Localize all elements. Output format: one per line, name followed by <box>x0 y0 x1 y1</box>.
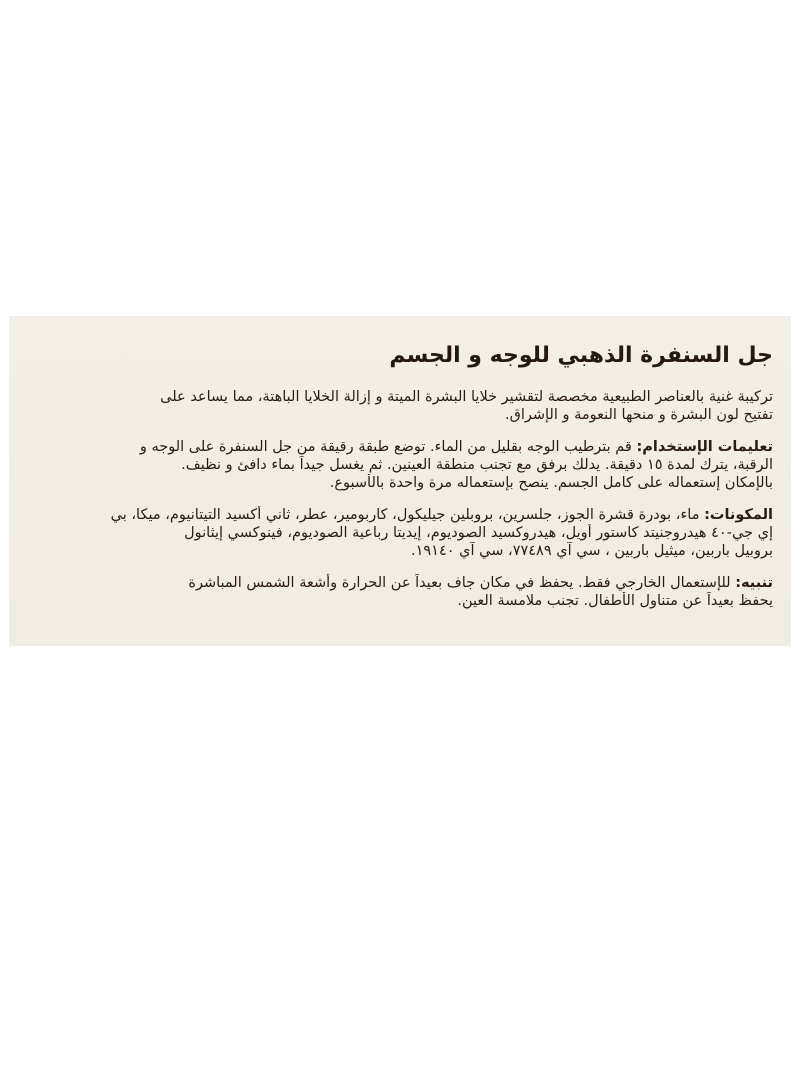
ingredients-line <box>27 506 773 524</box>
ingredients-line: بروبيل باربين، ميثيل باربين ، سي آي ٧٧٤٨٩، سي آي ١٩١٤٠. <box>411 543 773 559</box>
product-label <box>9 316 791 646</box>
ingredients-heading: المكونات: <box>704 507 773 523</box>
usage-text: قم بترطيب الوجه بقليل من الماء. توضع طبقة رقيقة من جل السنفرة على الوجه و <box>139 439 637 455</box>
usage-heading: تعليمات الإستخدام: <box>636 439 773 455</box>
warning-line: يحفظ بعيداً عن متناول الأطفال. تجنب ملامسة العين. <box>457 593 773 609</box>
warning-text: للإستعمال الخارجي فقط. يحفظ في مكان جاف بعيداً عن الحرارة وأشعة الشمس المباشرة <box>188 575 736 591</box>
warning-line <box>27 574 773 592</box>
product-title: جل السنفرة الذهبي للوجه و الجسم <box>389 343 773 368</box>
description-line: تفتيح لون البشرة و منحها النعومة و الإشراق. <box>504 407 773 423</box>
warning-heading: تنبيه: <box>735 575 773 591</box>
usage-line <box>27 438 773 456</box>
usage-line: الرقبة، يترك لمدة ١٥ دقيقة. يدلك برفق مع تجنب منطقة العينين. ثم يغسل جيداً بماء دافئ و نظيف. <box>181 457 773 473</box>
description-line: تركيبة غنية بالعناصر الطبيعية مخصصة لتقشير خلايا البشرة الميتة و إزالة الخلايا الباهتة، مما يساعد على <box>160 389 773 405</box>
description-block <box>27 388 773 424</box>
usage-block <box>27 438 773 492</box>
ingredients-text: ماء، بودرة قشرة الجوز، جلسرين، بروبلين جيليكول، كاربومير، عطر، ثاني أكسيد التيتانيوم، ميكا، بي <box>110 507 705 523</box>
ingredients-block <box>27 506 773 560</box>
ingredients-line: إي جي-٤٠ هيدروجنيتد كاستور أويل، هيدروكسيد الصوديوم، إيديتا رباعية الصوديوم، فينوكسي إيثانول <box>184 525 773 541</box>
usage-line: بالإمكان إستعماله على كامل الجسم. ينصح بإستعماله مرة واحدة بالأسبوع. <box>329 475 773 491</box>
warning-block <box>27 574 773 610</box>
